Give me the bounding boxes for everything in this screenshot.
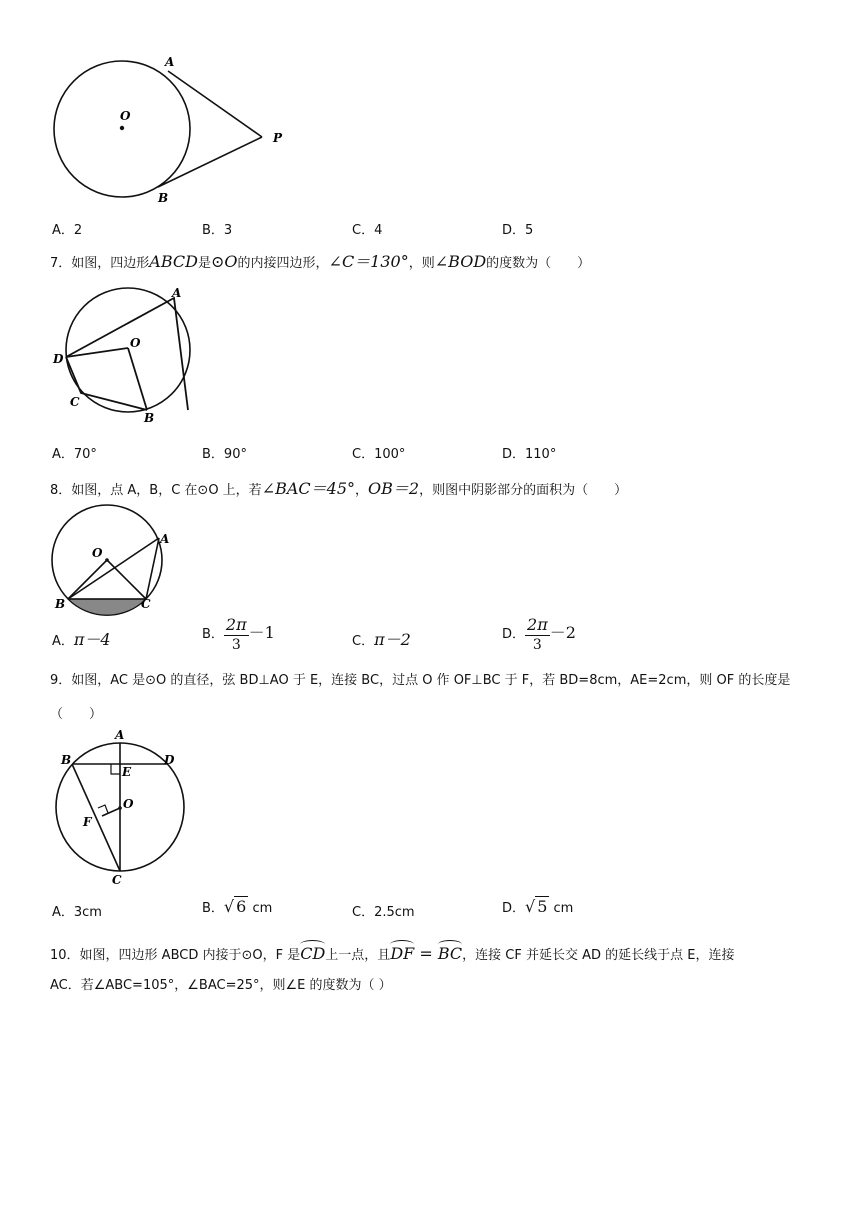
q10-arc-cd: CD	[300, 944, 326, 963]
q9-stem-line2: （ ）	[50, 707, 103, 722]
q9-figure	[45, 722, 195, 887]
q8-stem: 8．如图，点 A，B，C 在⊙O 上，若∠BAC＝45°，OB＝2，则图中阴影部分的面积为（ ）	[50, 479, 628, 498]
q6-label-o: O	[120, 109, 131, 123]
q8-option-b[interactable]: B． $\frac{2\pi}{3}$ －1	[202, 615, 275, 653]
q6-option-c[interactable]: C．4	[352, 223, 383, 238]
q10-stem-line1: 10．如图，四边形 ABCD 内接于⊙O，F 是CD上一点，且DF = BC，连接 CF 并延长交 AD 的延长线于点 E，连接	[50, 944, 735, 963]
q7-label-b: B	[144, 411, 155, 425]
q9-label-f: F	[83, 815, 92, 829]
q9-label-d: D	[164, 753, 175, 767]
q6-label-p: P	[273, 131, 283, 145]
q9-label-a: A	[115, 728, 125, 742]
q6-option-a[interactable]: A．2	[52, 223, 83, 238]
q9-option-b-sqrt: √ 6	[223, 897, 247, 916]
q9-option-b[interactable]: B．√ 6 cm	[202, 897, 273, 916]
q6-option-b[interactable]: B．3	[202, 223, 233, 238]
q7-figure	[40, 280, 210, 430]
q8-label-b: B	[55, 597, 66, 611]
q10-arc-bc: BC	[437, 944, 463, 963]
q8-label-a: A	[160, 532, 170, 546]
q9-option-c[interactable]: C．2.5cm	[352, 905, 415, 920]
q7-label-a: A	[172, 286, 182, 300]
q9-stem-line1: 9．如图，AC 是⊙O 的直径，弦 BD⊥AO 于 E，连接 BC，过点 O 作 OF⊥BC 于 F，若 BD=8cm，AE=2cm，则 OF 的长度是	[50, 673, 791, 688]
q9-label-o: O	[123, 797, 134, 811]
q6-figure	[40, 50, 310, 210]
q9-option-d-sqrt: √ 5	[525, 897, 548, 916]
q7-label-d: D	[53, 352, 64, 366]
q9-label-e: E	[122, 765, 132, 779]
q7-stem: 7．如图，四边形ABCD是⊙O的内接四边形，∠C＝130°，则∠BOD的度数为（ ）	[50, 252, 591, 271]
q8-option-d-fraction: $\frac{2\pi}{3}$	[527, 615, 548, 653]
q7-option-b[interactable]: B．90°	[202, 447, 247, 462]
q10-stem-line2: AC．若∠ABC=105°，∠BAC=25°，则∠E 的度数为（ ）	[50, 978, 392, 993]
q8-figure	[45, 500, 185, 620]
q8-option-d[interactable]: D． $\frac{2\pi}{3}$ －2	[502, 615, 576, 653]
q7-option-c[interactable]: C．100°	[352, 447, 406, 462]
q8-option-b-fraction: $\frac{2\pi}{3}$	[225, 615, 247, 653]
q8-label-c: C	[141, 597, 151, 611]
q9-option-a[interactable]: A．3cm	[52, 905, 102, 920]
q7-label-c: C	[70, 395, 80, 409]
q10-arc-df: DF	[390, 944, 415, 963]
q8-label-o: O	[92, 546, 103, 560]
q9-option-d[interactable]: D．√ 5 cm	[502, 897, 574, 916]
q6-label-a: A	[165, 55, 175, 69]
q9-label-b: B	[61, 753, 72, 767]
q6-option-d[interactable]: D．5	[502, 223, 534, 238]
q7-option-a[interactable]: A．70°	[52, 447, 97, 462]
q9-label-c: C	[112, 873, 122, 887]
q7-label-o: O	[130, 336, 141, 350]
q8-option-a[interactable]: A．π－4	[52, 630, 111, 649]
q7-option-d[interactable]: D．110°	[502, 447, 557, 462]
q6-label-b: B	[158, 191, 169, 205]
q8-option-c[interactable]: C．π－2	[352, 630, 411, 649]
